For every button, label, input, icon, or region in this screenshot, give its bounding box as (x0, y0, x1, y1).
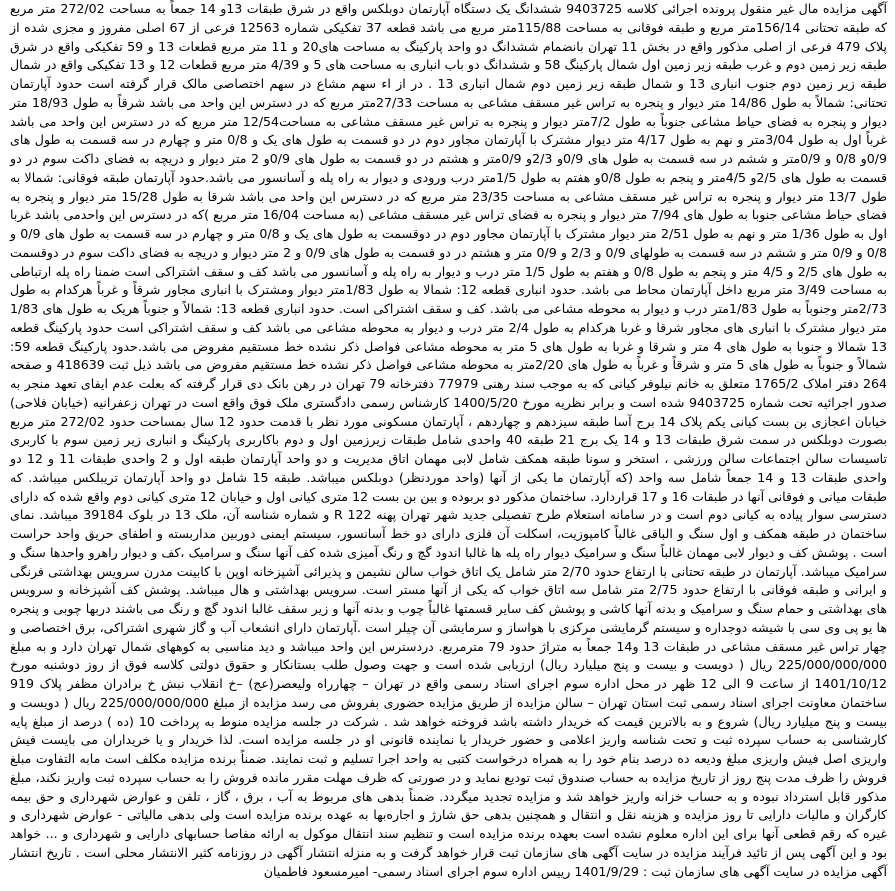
auction-notice-body: آگهی مزایده مال غیر منقول پرونده اجرائی کلاسه 9403725 ششدانگ یک دستگاه آپارتمان دوبلکس واقع در شرق طبقات 13و 14 جمعاً به مساحت 272/02 متر مربع که طبقه تحتانی 156/14متر مربع و طبقه فوقانی به مساحت 115/88متر مربع می باشد قطعه 37 تفکیکی شماره 12563 فرعی از 67 اصلی مفروز و مجزی شده از پلاک 479 فرعی از اصلی مذکور واقع در بخش 11 تهران بانضمام ششدانگ دو واحد پارکینگ به مساحت های20 و 11 متر مربع قطعات 13 و 59 تفکیکی واقع در شرق طبقه زیر زمین دوم و غرب طبقه زیر زمین اول شمال پارکینگ 58 و ششدانگ دو باب انباری به مساحت های 5 و 4/39 متر مربع قطعات 12 و 13 تفکیکی واقع در شمال طبقه زیر زمین دوم جنوب انباری 13 و شمال طبقه زیر زمین دوم شمال انباری 13 . در از اء سهم مشاع در سهم اختصاصی مالک قرار گرفته است حدود آپارتمان تحتانی: شمالاً به طول 14/86 متر دیوار و پنجره به تراس غیر مسقف مشاعی به مساحت 27/33متر مربع که در دسترس این واحد می باشد شرقاً به طول 18/93 متر دیوار و پنجره به فضای حیاط مشاعی جنوباً به طول 7/2متر دیوار و پنجره به تراس غیر مسقف مشاعی به مساحت12/54 متر مربع که در دسترس این واحد می باشد غرباً اول به طول 3/04متر و نهم به طول 4/17 متر دیوار مشترک با آپارتمان مجاور دوم در دو قسمت به طول های یک و 0/8 متر و چهارم در سه قسمت به طول های 0/9و 0/8 و 0/9متر و ششم در سه قسمت به طول های 0/9و 2/3و 0/9متر و هشتم در دو قسمت به طول های 0/9و 2 متر دیوار و دریچه به فضای داکت سوم در دو قسمت به طول های 2/5و 4/5متر و پنجم به طول 0/8و هفتم به طول 1/5متر درب ورودی و دیوار به راه پله و آسانسور می باشد.حدود آپارتمان طبقه فوقانی: شمالا به طول 13/7 متر دیوار و پنجره به تراس غیر مسقف مشاعی به مساحت 23/35 متر مربع که در دسترس این واحد می باشد شرقا به طول 15/28 متر دیوار و پنجره به فضای حیاط مشاعی جنوبا به طول های 7/94 متر دیوار و پنجره به فضای تراس غیر مسقف مشاعی (به مساحت 16/04 متر مربع )که در دسترس این واحدمی باشد غربا اول به طول 1/36 متر و نهم به طول 2/51 متر دیوار مشترک با آپارتمان مجاور دوم در دوقسمت به طول های یک و 0/8 متر و چهارم در سه قسمت به طول های 0/9 و 0/8 و 0/9 متر و ششم در سه قسمت به طولهای 0/9 و 2/3 و 0/9 متر و هشتم در دو قسمت به طول های 0/9 و 2 متر دیوار و دریچه به فضای داکت سوم در دوقسمت به طول های 2/5 و 4/5 متر و پنجم به طول 0/8 و هفتم به طول 1/5 متر درب و دیوار به راه پله و آسانسور می باشد کف و سقف اشتراکی است ضمنا راه پله ارتباطی به مساحت 3/49 متر مربع داخل آپارتمان محاط می باشد. حدود انباری قطعه 12: شمالا به طول 1/83متر دیوار ومشترک با انباری مجاور شرقاً و غرباً هرکدام به طول 2/73متر وجنوباً به طول 1/83متر درب و دیوار به محوطه مشاعی می باشد. کف و سقف اشتراکی است. حدود انباری قطعه 13: شمالاً و جنوباً هریک به طول های 1/83 متر دیوار مشترک با انباری های مجاور شرقا و غربا هرکدام به طول 2/4 متر درب و دیوار به محوطه مشاعی می باشد کف و سقف اشتراکی است حدود پارکینگ قطعه 13 شمالا و جنوبا به طول های 4 متر و شرقا و غربا به طول های 5 متر به محوطه مشاعی فواصل ذکر نشده خط مستقیم مفروض می باشد.حدود پارکینگ قطعه 59: شمالاً و جنوباً به طول های 5 متر و شرقاً و غرباً به طول های 2/20متر به محوطه مشاعی فواصل ذکر نشده خط مستقیم مفروض می باشد ذیل ثبت 418639 و صفحه 264 دفتر املاک 1765/2 متعلق به خانم نیلوفر کیانی که به موجب سند رهنی 77979 دفترخانه 79 تهران در رهن بانک دی قرار گرفته که بعلت عدم ایفای تعهد منجر به صدور اجرائیه تحت شماره 9403725 شده است و برابر نظریه مورخ 1400/5/20 کارشناس رسمی دادگستری ملک فوق واقع است در تهران زعفرانیه (خیابان فلاحی) خیابان اعجازی بن بست کیانی یکم پلاک 14 برج آسا طبقه سیزدهم و چهاردهم ، آپارتمان مسکونی مورد نظر با قدمت حدود 12 سال بمساحت حدود 272/02 متر مربع بصورت دوبلکس در سمت شرق طبقات 13 و 14 یک برج 21 طبقه 40 واحدی شامل طبقات زیرزمین اول و دوم باکاربری پارکینگ و انباری زیر زمین سوم با کاربری تاسیسات سالن اجتماعات سالن ورزشی ، استخر و سونا طبقه همکف شامل لابی مهمان اتاق مدیریت و دو واحد آپارتمان طبقه اول و 2 واحدی طبقات 11 و 12 دو واحدی طبقات 13 و 14 جمعاً شامل سه واحد (که آپارتمان ما یکی از آنها (واحد موردنظر) دوبلکس میباشد. طبقه 15 شامل دو واحد آپارتمان تریبلکس میباشد. که طبقات میانی و فوقانی آنها در طبقات 16 و 17 قراردارد. ساختمان مذکور دو بربوده و بین بن بست 12 متری کیانی اول و خیابان 12 متری کیانی دوم واقع شده که دارای دسترسی سوار پیاده به کیانی دوم است و در سامانه استعلام طرح تفصیلی جدید شهر تهران پهنه 122 R و شماره شناسه آن، ملک 13 در بلوک 39184 میباشد. نمای ساختمان در طبقه همکف و اول سنگ و الباقی غالباً کامپوزیت، اسکلت آن فلزی دارای دو خط آسانسور، سیستم ایمنی دوربین مداربسته و اطفای حریق واحد حراست است . پوشش کف و دیوار لابی مهمان غالباً سنگ و سرامیک دیوار راه پله ها غالبا اندود گچ و رنگ آمیزی شده کف آنها سنگ و سرامیک ،کف و دیوار راهرو واحدها سنگ و سرامیک میباشد. آپارتمان در طبقه تحتانی با ارتفاع حدود 2/70 متر شامل یک اتاق خواب سالن نشیمن و پذیرائی آشپزخانه اوپن با کابینت مدرن سرویس بهداشتی فرنگی و ایرانی و طبقه فوقانی با ارتفاع حدود 2/75 متر شامل سه اتاق خواب که یکی از آنها مستر است. سرویس بهداشتی و هال میباشد. پوشش کف آشپزخانه و سرویس های بهداشتی و حمام سنگ و سرامیک و بدنه آنها کاشی و پوشش کف سایر قسمتها غالباً چوب و بدنه آنها و زیر سقف غالبا اندود گچ و رنگ می باشند دربها چوبی و پنجره ها یو پی وی سی با شیشه دوجداره و سیستم گرمایشی مرکزی با هواساز و سرمایشی آن چیلر است .آپارتمان دارای انشعاب آب و گاز شهری اشتراکی، برق اختصاصی و چهار تراس غیر مسقف مشاعی در طبقات 13 و14 جمعاً به متراژ حدود 79 مترمربع. دردسترس این واحد میباشد و دید مناسبی به کوههای شمال تهران دارد و به مبلغ 225/000/000/000 ریال ( دویست و بیست و پنج میلیارد ریال) ارزیابی شده است و جهت وصول طلب بستانکار و حقوق دولتی کلاسه فوق از روز دوشنبه مورخ 1401/10/12 از ساعت 9 الی 12 ظهر در محل اداره سوم اجرای اسناد رسمی واقع در تهران – چهارراه ولیعصر(عج) –خ انقلاب نبش خ برادران مظفر پلاک 919 ساختمان معاونت اجرای اسناد رسمی ثبت استان تهران – سالن مزایده از طریق مزایده حضوری بفروش می رسد مزایده از مبلغ 225/000/000/000 ریال ( دویست و بیست و پنج میلیارد ریال) شروع و به بالاترین قیمت که خریدار داشته باشد فروخته خواهد شد . شرکت در جلسه مزایده منوط به پرداخت 10 (ده ) درصد از مبلغ پایه کارشناسی به حساب سپرده ثبت و تحت شناسه واریز اعلامی و حضور خریدار یا نماینده قانونی او در جلسه مزایده است. لذا خریدار و یا خریداران می بایست فیش واریزی اصل فیش واریزی مبلغ ودیعه ده درصد بنام خود را به همراه درخواست کتبی به واحد اجرا تسلیم و ثبت نمایند. ضمناً برنده مزایده مکلف است مابه التفاوت مبلغ فروش را ظرف مدت پنج روز از تاریخ مزایده به حساب صندوق ثبت تودیع نماید و در صورتی که ظرف مهلت مقرر مانده فروش را به حساب سپرده ثبت واریز نکند، مبلغ مذکور قابل استرداد نبوده و به حساب خزانه واریز خواهد شد و مزایده تجدید میگردد. ضمناً بدهی های مربوط به آب ، برق ، گاز ، تلفن و عوارض شهرداری و حق بیمه کارگران و مالیات دارایی تا روز مزایده و هزینه نقل و انتقال و همچنین بدهی حق شارژ و اجاره‌بها به عهده برنده مزایده است ولی بدهی مالیاتی - عوارض شهرداری و غیره که رقم قطعی آنها برای این اداره معلوم نشده است بعهده برنده مزایده است و تنظیم سند انتقال موکول به ارائه مفاصا حسابهای دارایی و شهرداری و ... خواهد بود و این آگهی پس از تائید فرآیند مزایده در سایت آگهی های سازمان ثبت قرار خواهد گرفت و به منزله انتشار آگهی در روزنامه کثیر الانتشار محلی است . تاریخ انتشار آگهی مزایده در سایت آگهی های سازمان ثبت : 1401/9/29 رییس اداره سوم اجرای اسناد رسمی- امیرمسعود فاطمیان (10, 1, 888, 879)
